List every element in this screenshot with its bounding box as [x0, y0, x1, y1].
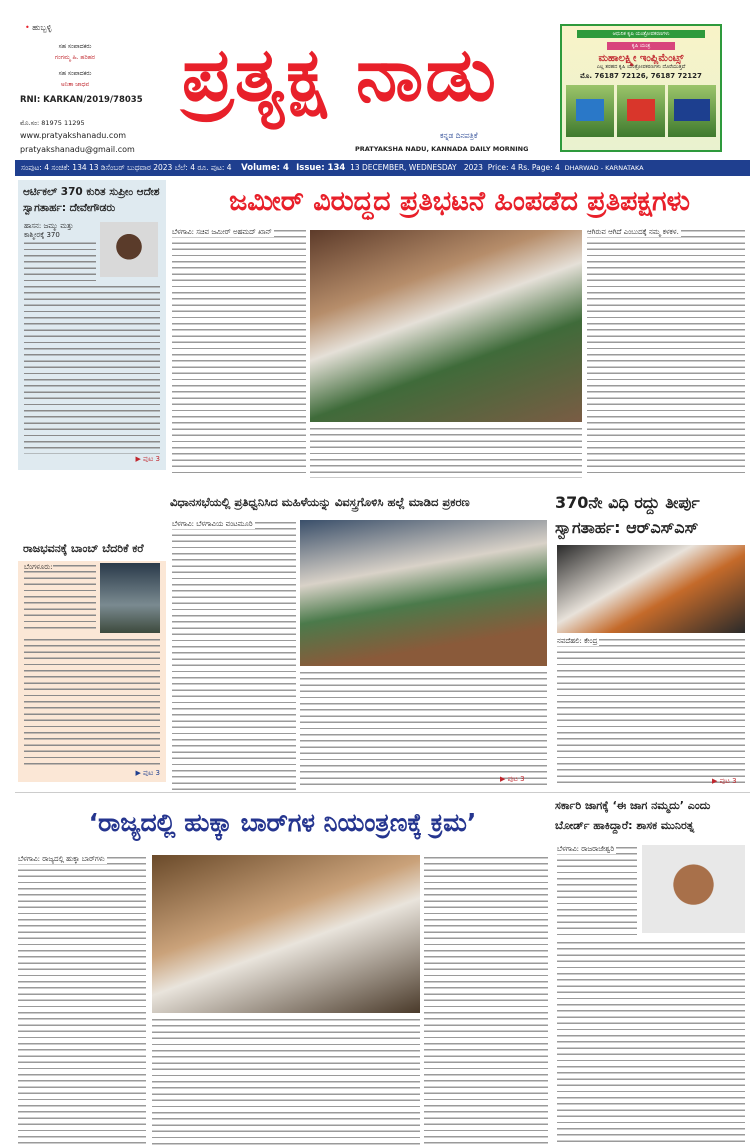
assembly-headline[interactable]: ವಿಧಾನಸಭೆಯಲ್ಲಿ ಪ್ರತಿಧ್ವನಿಸಿದ ಮಹಿಳೆಯನ್ನು ವಿವಸ್ತ್ರಗೊಳಿಸಿ ಹಲ್ಲೆ ಮಾಡಿದ ಪ್ರಕರಣ: [170, 495, 470, 509]
body-text: [24, 637, 160, 765]
body-text: [300, 670, 547, 785]
trailer-image: [668, 85, 716, 137]
date: 13 DECEMBER, WEDNESDAY: [350, 163, 457, 172]
year: 2023: [463, 163, 483, 172]
email-link[interactable]: pratyakshanadu@gmail.com: [20, 145, 135, 154]
lead-text: ಹಾಸನ: ಜಮ್ಮು ಮತ್ತು ಕಾಶ್ಮೀರಕ್ಕೆ 370: [24, 222, 96, 240]
lead-text: ಬೆಂಗಳೂರು:: [24, 563, 53, 571]
issue-strip: [15, 160, 750, 176]
lead-text: ಬೆಳಗಾವಿ: ರಾಜರಾಜೇಶ್ವರಿ: [557, 845, 615, 853]
ad-top: ಆಧುನಿಕ ಕೃಷಿ ಯಂತ್ರೋಪಕರಣಗಳು: [577, 30, 705, 38]
hookah-headline[interactable]: ‘ರಾಜ್ಯದಲ್ಲಿ ಹುಕ್ಕಾ ಬಾರ್‌ಗಳ ನಿಯಂತ್ರಣಕ್ಕೆ ಕ್ರಮ’: [88, 808, 477, 837]
editor1-name: ಗಂಗಮ್ಮ ಹಿ. ಹರಿಹರ: [54, 54, 96, 61]
lead-text: ಬೆಳಗಾವಿ: ಸಚಿವ ಜಮೀರ್ ಅಹಮದ್ ಖಾನ್: [172, 228, 272, 236]
rotavator-image: [617, 85, 665, 137]
body-text: [24, 222, 96, 282]
continued-link[interactable]: ▶ ಪುಟ 3: [135, 769, 160, 777]
body-text: [557, 940, 745, 1145]
body-text: [24, 284, 160, 454]
lead-body-col2: [310, 426, 582, 478]
editor2-role: ಸಹ ಸಂಪಾದಕರು: [58, 70, 92, 77]
article-rajbhavan[interactable]: [18, 537, 166, 782]
phone: ಮೊ.ಸಂ: 81975 11295: [20, 119, 85, 127]
body-text: [18, 855, 146, 1145]
rss-photo: [557, 545, 745, 633]
divider: [15, 792, 750, 793]
body-text: [152, 1017, 420, 1145]
lead-headline[interactable]: ಜಮೀರ್ ವಿರುದ್ಧದ ಪ್ರತಿಭಟನೆ ಹಿಂಪಡೆದ ಪ್ರತಿಪಕ್ಷಗಳು: [229, 186, 690, 217]
body-text: [424, 855, 548, 1145]
website-link[interactable]: www.pratyakshanadu.com: [20, 131, 127, 140]
continued-link[interactable]: ▶ ಪುಟ 3: [135, 455, 160, 463]
strip-kn: ಸಂಪುಟ: 4 ಸಂಚಿಕೆ: 134 13 ಡಿಸೆಂಬರ್ ಬುಧವಾರ 2023 ಬೆಲೆ: 4 ರೂ. ಪುಟ: 4: [21, 163, 232, 172]
headline: ಆರ್ಟಿಕಲ್ 370 ಕುರಿತ ಸುಪ್ರೀಂ ಆದೇಶ ಸ್ವಾಗತಾರ್ಹ: ದೇವೇಗೌಡರು: [23, 186, 160, 214]
body-text: [557, 637, 745, 787]
tagline-kn: ಕನ್ನಡ ದಿನಪತ್ರಿಕೆ: [440, 131, 478, 140]
rni: RNI: KARKAN/2019/78035: [20, 95, 143, 105]
masthead-info: [15, 22, 135, 90]
city: • ಹುಬ್ಬಳ್ಳಿ: [25, 23, 52, 32]
tagline-en: PRATYAKSHA NADU, KANNADA DAILY MORNING: [355, 145, 529, 153]
lead-text: ನವದೆಹಲಿ: ಕೇಂದ್ರ: [557, 637, 598, 645]
place: DHARWAD - KARNATAKA: [564, 164, 644, 172]
body-text: [557, 845, 637, 935]
continued-link[interactable]: ▶ ಪುಟ 3: [712, 777, 737, 785]
body-text: [24, 563, 96, 633]
headline: ರಾಜಭವನಕ್ಕೆ ಬಾಂಬ್ ಬೆದರಿಕೆ ಕರೆ: [18, 537, 166, 561]
volume: Volume: 4: [241, 163, 289, 173]
lead-text: ಬೆಳಗಾವಿ: ಬೆಳಗಾವಿಯ ವಂಟಮೂರಿ: [172, 520, 253, 528]
minister-photo: [152, 855, 420, 1013]
article-devegowda[interactable]: [18, 180, 166, 470]
plough-image: [566, 85, 614, 137]
assembly-photo: [300, 520, 547, 666]
lead-body-col1: [172, 228, 306, 478]
city-label: ಹುಬ್ಬಳ್ಳಿ: [32, 23, 52, 32]
munirathna-photo: [642, 845, 745, 933]
rajbhavan-photo: [100, 563, 160, 633]
rss-headline[interactable]: 370ನೇ ವಿಧಿ ರದ್ದು ತೀರ್ಪು ಸ್ವಾಗತಾರ್ಹ: ಆರ್‌ಎಸ್‌ಎಸ್: [555, 493, 700, 537]
ad-desc: ಎಲ್ಲ ತರಹದ ಕೃಷಿ ಯಂತ್ರೋಪಕರಣಗಳು ದೊರೆಯುತ್ತವೆ: [596, 64, 686, 70]
editor2-name: ಅನಿತಾ ಜಾಧವ: [60, 81, 90, 88]
masthead-logo: ಪ್ರತ್ಯಕ್ಷ ನಾಡು: [182, 32, 498, 118]
ad-name: ಮಹಾಲಕ್ಷ್ಮೀ ಇಂಪ್ಲಿಮೆಂಟ್ಸ್: [598, 53, 684, 64]
price: Price: 4 Rs. Page: 4: [487, 163, 560, 172]
body-text: [172, 520, 296, 790]
advertisement[interactable]: [560, 24, 722, 152]
ad-badge: ಕೃಷಿ ಯಂತ್ರ: [607, 42, 675, 50]
lead-text: ಬೆಳಗಾವಿ: ರಾಜ್ಯದಲ್ಲಿ ಹುಕ್ಕಾ ಬಾರ್‌ಗಳು: [18, 855, 105, 863]
continued-link[interactable]: ▶ ಪುಟ 3: [500, 775, 525, 783]
lead-body-col3: [587, 228, 745, 478]
lead-text: ಆಗಿರುವ ಆಗಿದೆ ಎಂಬುದಕ್ಕೆ ನಮ್ಮ ಕಳಕಳ.: [587, 228, 679, 236]
munirathna-headline[interactable]: ಸರ್ಕಾರಿ ಜಾಗಕ್ಕೆ ‘ಈ ಜಾಗ ನಮ್ಮದು’ ಎಂದು ಬೋರ್ಡ್ ಹಾಕಿದ್ದಾರೆ: ಶಾಸಕ ಮುನಿರತ್ನ: [555, 799, 711, 832]
assembly-protest-photo: [310, 230, 582, 422]
devegowda-photo: [100, 222, 158, 277]
ad-images: [566, 85, 716, 137]
issue: Issue: 134: [296, 163, 346, 173]
editor1-role: ಸಹ ಸಂಪಾದಕರು: [58, 43, 92, 50]
ad-phone: ಮೊ. 76187 72126, 76187 72127: [580, 72, 702, 80]
